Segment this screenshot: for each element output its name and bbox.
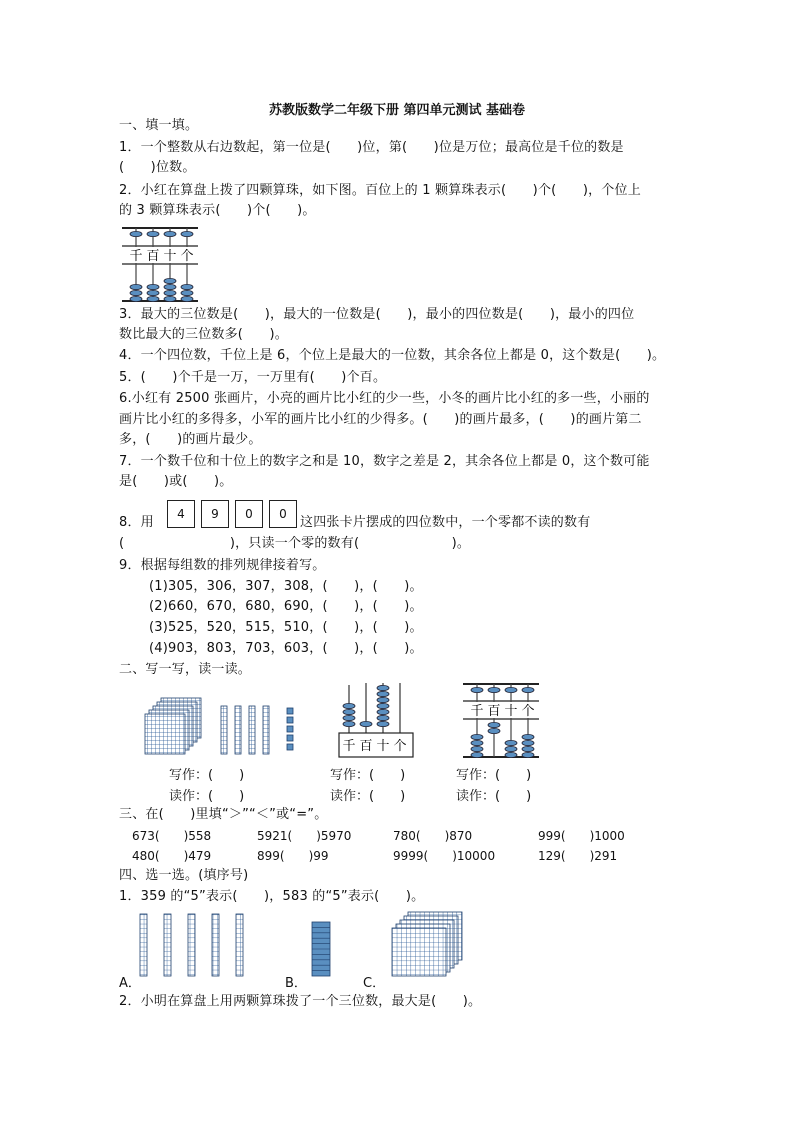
question-8-prefix: 8．用 [119, 515, 154, 530]
abacus-figure-3 [461, 681, 541, 761]
compare-item-1: 673( )558 [132, 829, 212, 843]
question-8-line-1: 这四张卡片摆成的四位数中，一个零都不读的数有 [300, 515, 591, 530]
read-answer-2: 读作：( ) [330, 789, 406, 804]
question-9-item-3: (3)525，520，515，510，( )，( )。 [149, 620, 423, 635]
read-answer-1: 读作：( ) [169, 789, 245, 804]
question-7-line-1: 7．一个数千位和十位上的数字之和是 10，数字之差是 2，其余各位上都是 0，这个数可能 [119, 454, 650, 469]
abacus3-label-ones: 个 [521, 704, 535, 719]
question-9-item-2: (2)660，670，680，690，( )，( )。 [149, 599, 423, 614]
abacus-q2-figure [120, 224, 200, 304]
abacus2-label-hundreds: 百 [359, 739, 373, 754]
number-card-0-second: 0 [269, 500, 297, 528]
question-1-line-1: 1．一个整数从右边数起，第一位是( )位，第( )位是万位；最高位是千位的数是 [119, 140, 624, 155]
write-answer-1: 写作：( ) [169, 768, 245, 783]
question-6-line-2: 画片比小红的多得多，小军的画片比小红的少得多。( )的画片最多，( )的画片第二 [119, 412, 642, 427]
compare-item-8: 129( )291 [538, 849, 618, 863]
section-1-heading: 一、填一填。 [119, 118, 199, 133]
question-2-line-1: 2．小红在算盘上拨了四颗算珠，如下图。百位上的 1 颗算珠表示( )个( )，个位上 [119, 183, 641, 198]
option-a-label: A． [119, 976, 141, 991]
compare-item-3: 780( )870 [393, 829, 473, 843]
number-card-0: 0 [235, 500, 263, 528]
abacus-label-ones: 个 [180, 249, 194, 264]
question-3-line-1: 3．最大的三位数是( )，最大的一位数是( )，最小的四位数是( )，最小的四位 [119, 307, 635, 322]
section-4-heading: 四、选一选。(填序号) [119, 868, 249, 883]
abacus2-label-thousands: 千 [342, 739, 356, 754]
abacus3-label-thousands: 千 [470, 704, 484, 719]
compare-item-7: 9999( )10000 [393, 849, 496, 863]
abacus2-label-tens: 十 [376, 739, 390, 754]
section-2-heading: 二、写一写，读一读。 [119, 662, 252, 677]
number-card-4: 4 [167, 500, 195, 528]
question-9-item-1: (1)305，306，307，308，( )，( )。 [149, 579, 423, 594]
question-3-line-2: 数比最大的三位数多( )。 [119, 327, 288, 342]
write-answer-2: 写作：( ) [330, 768, 406, 783]
select-question-2: 2．小明在算盘上用两颗算珠拨了一个三位数，最大是( )。 [119, 994, 482, 1009]
read-answer-3: 读作：( ) [456, 789, 532, 804]
option-b-label: B． [285, 976, 307, 991]
abacus3-label-hundreds: 百 [487, 704, 501, 719]
abacus2-label-ones: 个 [393, 739, 407, 754]
compare-item-6: 899( )99 [257, 849, 329, 863]
question-7-line-2: 是( )或( )。 [119, 474, 233, 489]
abacus-label-thousands: 千 [129, 249, 143, 264]
question-5: 5．( )个千是一万，一万里有( )个百。 [119, 370, 387, 385]
question-9-item-4: (4)903，803，703，603，( )，( )。 [149, 641, 423, 656]
question-6-line-1: 6.小红有 2500 张画片，小亮的画片比小红的少一些，小冬的画片比小红的多一些，小丽的 [119, 391, 650, 406]
abacus-figure-2 [337, 681, 417, 761]
question-9: 9．根据每组数的排列规律接着写。 [119, 558, 326, 573]
page-title: 苏教版数学二年级下册 第四单元测试 基础卷 [268, 103, 526, 118]
question-6-line-3: 多，( )的画片最少。 [119, 432, 262, 447]
abacus-label-tens: 十 [163, 249, 177, 264]
select-question-1: 1．359 的“5”表示( )，583 的“5”表示( )。 [119, 889, 425, 904]
abacus3-label-tens: 十 [504, 704, 518, 719]
compare-item-2: 5921( )5970 [257, 829, 352, 843]
compare-item-4: 999( )1000 [538, 829, 625, 843]
section-3-heading: 三、在( )里填“＞”“＜”或“=”。 [119, 807, 328, 822]
question-4: 4．一个四位数，千位上是 6，个位上是最大的一位数，其余各位上都是 0，这个数是( )。 [119, 348, 666, 363]
compare-item-5: 480( )479 [132, 849, 212, 863]
option-c-label: C． [363, 976, 386, 991]
question-8-line-2: ( )，只读一个零的数有( )。 [119, 536, 471, 551]
question-2-line-2: 的 3 颗算珠表示( )个( )。 [119, 203, 316, 218]
base-ten-blocks-figure [143, 696, 303, 760]
abacus-label-hundreds: 百 [146, 249, 160, 264]
write-answer-3: 写作：( ) [456, 768, 532, 783]
number-card-9: 9 [201, 500, 229, 528]
question-1-line-2: ( )位数。 [119, 160, 196, 175]
